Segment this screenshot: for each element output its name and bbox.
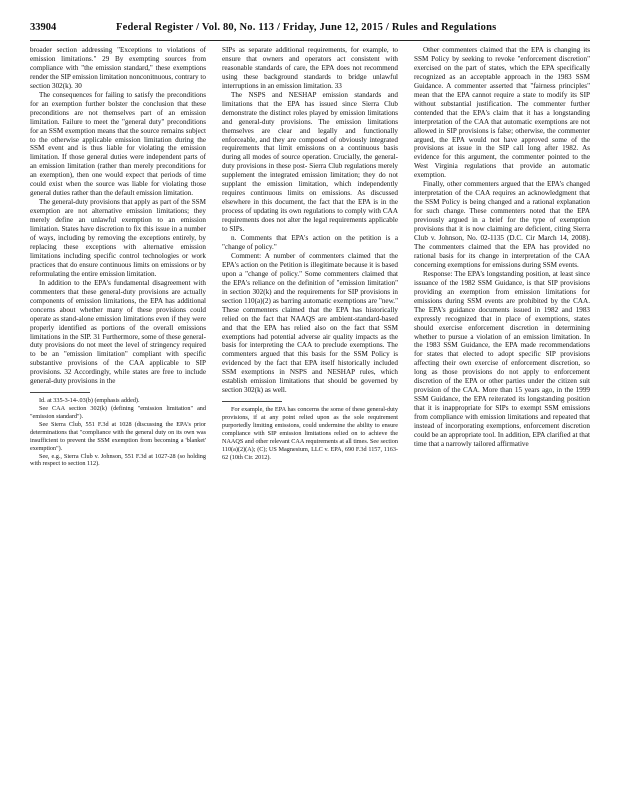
paragraph: SIPs as separate additional requirements, for example, to ensure that owners and operators act consistent with reasonable standards of care, the EPA does not recommend using these background standards to bridge unlawful interruptions in an emission limitation. 33 [222,46,398,90]
footnote: See, e.g., Sierra Club v. Johnson, 551 F.3d at 1027-28 (so holding with respect to section 112). [30,452,206,468]
paragraph: Other commenters claimed that the EPA is changing its SSM Policy by seeking to revoke "enforcement discretion" exercised on the part of states, which the EPA specifically recognized as an acceptable approach in the 1983 SSM Guidance. A commenter asserted that "fairness principles" mean that the EPA cannot require a state to modify its SIP without substantial justification. The commenter further contended that the EPA's claim that it has a longstanding interpretation of the CAA that automatic exemptions are not allowed in SIP provisions is false; otherwise, the commenter argued, the EPA would not have approved some of the provisions at issue in the SIP call long after 1982. As evidence for this argument, the commenter pointed to the West Virginia regulations that provide an automatic exemption. [414,46,590,180]
footnote-rule [222,401,282,402]
column-right [414,46,590,449]
paragraph: In addition to the EPA's fundamental disagreement with commenters that these general-duty provisions are actually components of emission limitations, the EPA has additional concerns about whether many of these provisions could operate as stand-alone emission limitations even if they were properly identified as portions of the overall emissions limitations in the SIP. 31 Furthermore, some of these general-duty provisions do not meet the level of stringency required to be an "emission limitation" compliant with specific substantive provisions of the CAA applicable to SIP provisions. 32 Accordingly, while states are free to include general-duty provisions in the [30,278,206,386]
footnote: Id. at 335-3-14-.03(b) (emphasis added). [39,397,140,405]
column-left [30,46,206,468]
paragraph: The general-duty provisions that apply as part of the SSM exemption are not alternative emission limitations; they merely define an unlawful exemption to an emission limitation. States have discretion to fix this issue in a number of ways, including by removing the exceptions entirely, by replacing these exceptions with alternative emission limitations including specific control technologies or work practices that do ensure continuous limits on emissions or by reformulating the entire emission limitation. [30,198,206,278]
footnote: See CAA section 302(k) (defining "emission limitation" and "emission standard"). [30,405,206,421]
section-heading: n. Comments that EPA's action on the petition is a "change of policy." [222,234,398,251]
page-header [30,22,590,38]
paragraph: The consequences for failing to satisfy the preconditions for an exemption further bolster the conclusion that these preconditions are not themselves part of an emission limitation. Failure to meet the "general duty" preconditions for an SSM exemption means that the source remains subject to the otherwise applicable emission limitation during the SSM event and is thus liable for violating the emission limitation. If those general duties were independent parts of an emission limitation (rather than merely preconditions for an exemption), then one would expect that periods of time could exist when the source was liable for violating those general duties rather than the default emission limitation. [30,90,206,198]
footnote-rule [30,392,90,393]
paragraph: Comment: A number of commenters claimed that the EPA's action on the Petition is illegitimate because it is based upon a "change of policy." Some commenters claimed that the EPA's reliance on the definition of "emission limitation" in section 302(k) and the requirements for SIP provisions in section 110(a)(2) as barring automatic exemptions are "new." These commenters claimed that the EPA has historically relied on the fact that NAAQS are ambient-standard-based and that the EPA has relied also on the fact that SSM exemptions had potential adverse air quality impacts as the basis for interpreting the CAA to preclude exemptions. The commenters argued that this basis for the SSM Policy is evidenced by the fact that EPA itself historically included SSM exemptions in NSPS and NESHAP rules, which establish emission limitations that should be governed by section 302(k) as well. [222,251,398,395]
header-rule [30,40,590,41]
footnote: For example, the EPA has concerns the some of these general-duty provisions, if at any point relied upon as the sole requirement purportedly limiting emissions, could undermine the ability to ensure compliance with SIP emission limitations relied on to achieve the NAAQS and other relevant CAA requirements at all times. See section 110(a)(2)(A); (C); US Magnesium, LLC v. EPA, 690 F.3d 1157, 1163-62 (10th Cir. 2012). [222,406,398,461]
column-middle [222,46,398,462]
paragraph: Finally, other commenters argued that the EPA's changed interpretation of the CAA requires an acknowledgment that the SSM Policy is being changed and a rational explanation for such change. These commenters noted that the EPA previously argued in a brief for the type of exemption provisions that it is now claiming are deficient, citing Sierra Club v. Johnson, No. 02-1135 (D.C. Cir March 14, 2008). The commenters claimed that the EPA has provided no rational basis for its change in interpretation of the CAA concerning exemptions for emissions during SSM events. [414,180,590,269]
paragraph: broader section addressing "Exceptions to violations of emission limitations." 29 By exempting sources from compliance with "the emission standard," these exemptions render the SIP emission limitation nonconitnuous, contrary to section 302(k). 30 [30,46,206,90]
page-number: 33904 [30,22,57,33]
paragraph: Response: The EPA's longstanding position, at least since issuance of the 1982 SSM Guidance, is that SIP provisions providing an exemption from emission limitations for emissions during SSM events are prohibited by the CAA. The EPA's guidance documents issued in 1982 and 1983 expressly recognized that in place of exemptions, states should exercise enforcement discretion in determining whether to pursue a violation of an emission limitation. In the 1983 SSM Guidance, the EPA made recommendations for states that elected to adopt specific SIP provisions affecting their own exercise of enforcement discretion, so long as those provisions do not apply to enforcement discretion of the EPA or other parties under the citizen suit provision of the CAA. More than 15 years ago, in the 1999 SSM Guidance, the EPA reiterated its longstanding position that it is inappropriate for SIPs to exempt SSM emissions from compliance with emission limitations and repeated that instead of incorporating exemptions, enforcement discretion could be an appropriate tool. In addition, EPA clarified at that time that a narrowly tailored affirmative [414,269,590,448]
running-title: Federal Register / Vol. 80, No. 113 / Friday, June 12, 2015 / Rules and Regulations [116,22,497,33]
footnote: See Sierra Club, 551 F.3d at 1028 (discussing the EPA's prior determinations that "compliance with the general duty on its own was insufficient to prevent the SSM exemption from becoming a 'blanket' exemption"). [30,420,206,452]
paragraph: The NSPS and NESHAP emission standards and limitations that the EPA has issued since Sierra Club demonstrate the distinct roles played by emission limitations and general-duty provisions. The emission limitations themselves are clear and legally and functionally enforceable, and they are composed of obviously integrated requirements that limit emissions on a continuous basis during all modes of source operation. Crucially, the general-duty provisions in these post- Sierra Club regulations merely supplement the integrated emission limitation; they do not supplant the emission limitation, which independently requires continuous limits on emissions. As discussed elsewhere in this document, the fact that the EPA is in the process of updating its own regulations to comply with CAA requirements does not alter the legal requirements applicable to SIPs. [222,90,398,234]
